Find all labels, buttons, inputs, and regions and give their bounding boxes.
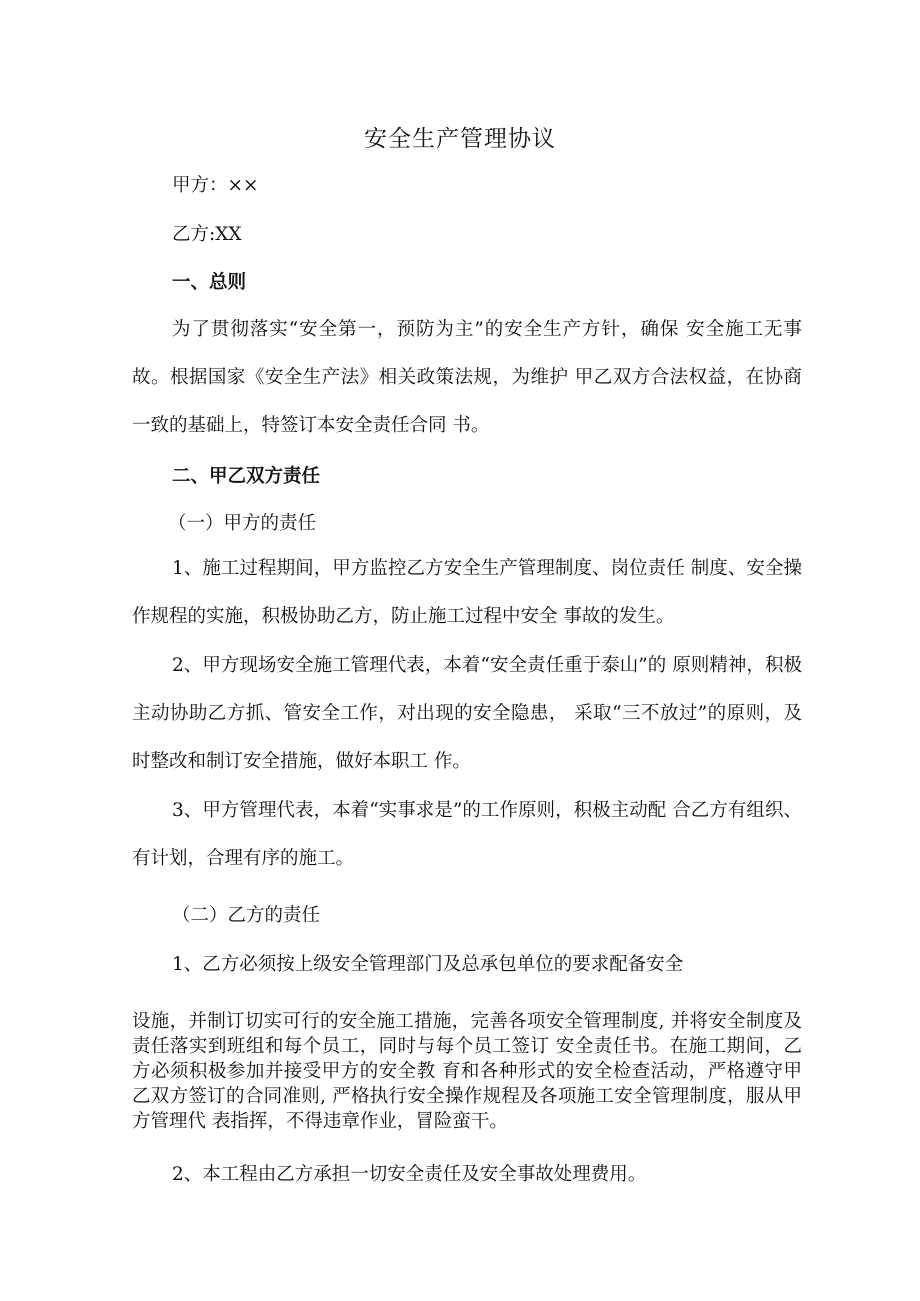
section1-paragraph: 为了贯彻落实“安全第一，预防为主”的安全生产方针，确保 安全施工无事故。根据国家《安全生产法》相关政策法规，为维护 甲乙双方合法权益，在协商一致的基础上，特签订本安全责任合同 书。 [132,319,802,436]
section2-heading: 二、甲乙双方责任 [172,466,321,487]
party-b-duties-heading: （二）乙方的责任 [172,905,321,926]
party-b-item-1-first-line: 1、乙方必须按上级安全管理部门及总承包单位的要求配备安全 [172,954,684,975]
party-a-duties-heading: （一）甲方的责任 [168,513,317,534]
party-a-item-3: 3、甲方管理代表，本着“实事求是”的工作原则，积极主动配 合乙方有组织、有计划，合理有序的施工。 [132,800,802,869]
document-title: 安全生产管理协议 [364,126,556,152]
party-a: 甲方：×× [172,175,259,196]
party-a-item-2: 2、甲方现场安全施工管理代表，本着“安全责任重于泰山”的 原则精神，积极主动协助乙方抓、管安全工作，对出现的安全隐患， 采取“三不放过”的原则，及时整改和制订安全措施，做好本职工 作。 [132,655,802,772]
party-b-item-1-body: 设施，并制订切实可行的安全施工措施，完善各项安全管理制度, 并将安全制度及责任落实到班组和每个员工，同时与每个员工签订 安全责任书。在施工期间，乙方必须积极参加并接受甲方的安全教 育和各种形式的安全检查活动，严格遵守甲乙双方签订的合同准则, 严格执行安全操作规程及各项施工安全管理制度，服从甲方管理代 表指挥，不得违章作业，冒险蛮干。 [132,1011,802,1132]
section1-heading: 一、总则 [172,272,247,293]
party-b: 乙方:XX [172,224,242,245]
party-b-item-2: 2、本工程由乙方承担一切安全责任及安全事故处理费用。 [172,1164,647,1185]
party-a-item-1: 1、施工过程期间，甲方监控乙方安全生产管理制度、岗位责任 制度、安全操作规程的实施，积极协助乙方，防止施工过程中安全 事故的发生。 [132,558,802,627]
